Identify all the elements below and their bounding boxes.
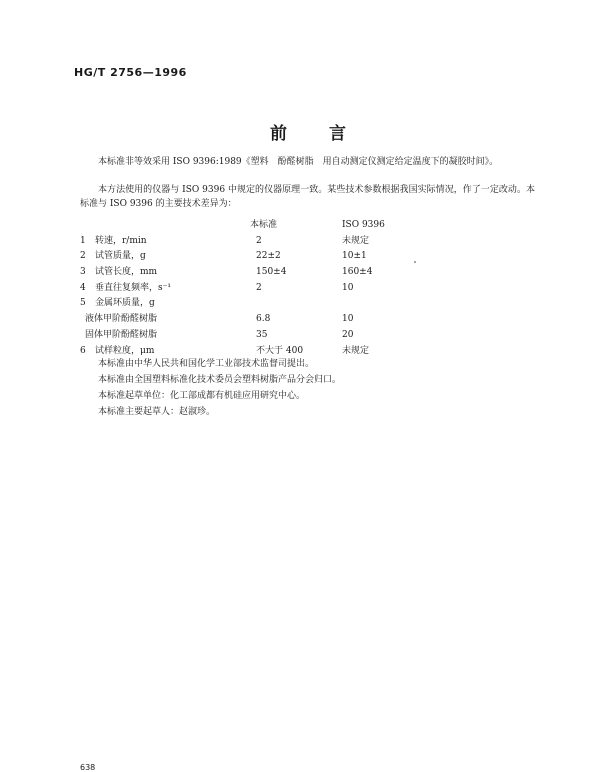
table-row: [80, 234, 520, 250]
note-drafting-unit: 本标准起草单位：化工部成都有机硅应用研究中心。: [98, 391, 306, 401]
table-row: [80, 249, 520, 265]
row-item: 液体甲阶酚醛树脂: [85, 314, 158, 325]
row-item: 固体甲阶酚醛树脂: [85, 329, 158, 340]
row-number: 2: [80, 251, 86, 262]
table-row: [80, 265, 520, 281]
table-row: [80, 312, 520, 328]
table-row: [80, 281, 520, 297]
row-number: 5: [80, 298, 86, 309]
paragraph-differences: 本方法使用的仪器与 ISO 9396 中规定的仪器原理一致。某些技术参数根据我国实际情况，作了一定改动。本标准与 ISO 9396 的主要技术差异为：: [80, 185, 535, 209]
row-standard-value: 6.8: [256, 314, 271, 325]
row-standard-value: 22±2: [256, 251, 281, 262]
note-administrator: 本标准由全国塑料标准化技术委员会塑料树脂产品分会归口。: [98, 375, 342, 385]
header-this-standard: 本标准: [250, 220, 278, 230]
row-iso-value: 10: [342, 314, 354, 325]
row-item: 试样粒度，μm: [95, 345, 155, 356]
row-number: 3: [80, 267, 86, 278]
header-iso-9396: ISO 9396: [342, 220, 385, 230]
row-iso-value: 未规定: [342, 345, 370, 356]
table-header-row: [80, 218, 520, 234]
comparison-table: [80, 218, 520, 359]
table-row: [80, 328, 520, 344]
row-iso-value: 10: [342, 282, 354, 293]
row-standard-value: 2: [256, 235, 262, 246]
row-standard-value: 2: [256, 282, 262, 293]
row-item: 试管长度，mm: [95, 267, 158, 278]
scan-speck: [414, 261, 416, 263]
note-drafter: 本标准主要起草人：赵淑珍。: [98, 407, 216, 417]
row-standard-value: 150±4: [256, 267, 287, 278]
row-item: 试管质量，g: [95, 251, 146, 262]
paragraph-adoption: 本标准非等效采用 ISO 9396:1989《塑料 酚醛树脂 用自动测定仪测定给定温度下的凝胶时间》。: [98, 157, 499, 167]
row-iso-value: 160±4: [342, 267, 373, 278]
standard-code: HG/T 2756—1996: [74, 66, 187, 79]
row-number: 6: [80, 345, 86, 356]
note-proposer: 本标准由中华人民共和国化学工业部技术监督司提出。: [98, 359, 315, 369]
row-standard-value: 不大于 400: [256, 345, 304, 356]
table-row: [80, 296, 520, 312]
page-number: 638: [80, 763, 96, 772]
row-number: 4: [80, 282, 86, 293]
row-iso-value: 10±1: [342, 251, 367, 262]
row-iso-value: 未规定: [342, 235, 370, 246]
row-item: 转速，r/min: [95, 235, 147, 246]
row-iso-value: 20: [342, 329, 354, 340]
row-item: 垂直往复频率，s⁻¹: [95, 282, 171, 293]
table-body: [80, 234, 520, 360]
row-item: 金属环质量，g: [95, 298, 155, 309]
page-title: 前言: [270, 124, 388, 144]
notes-section: [98, 356, 341, 420]
row-standard-value: 35: [256, 329, 268, 340]
row-number: 1: [80, 235, 86, 246]
